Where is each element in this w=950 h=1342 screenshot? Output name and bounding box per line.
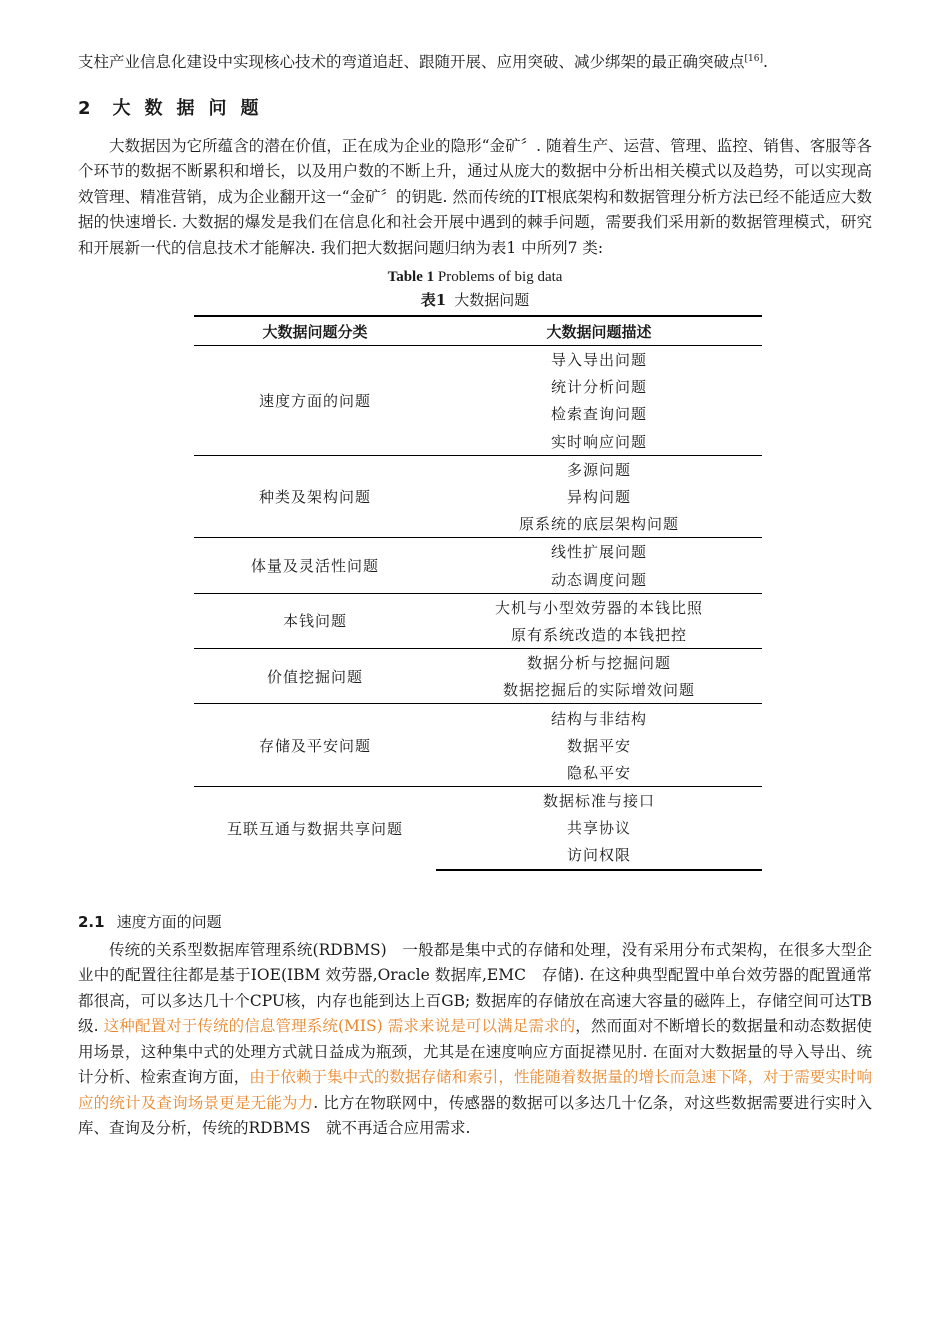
citation-ref[interactable]: [16] bbox=[744, 53, 763, 64]
problem-description-cell: 多源问题 bbox=[436, 455, 762, 483]
table-caption-en bbox=[78, 265, 872, 289]
problem-category-cell: 种类及架构问题 bbox=[194, 455, 436, 538]
table-row bbox=[194, 455, 762, 483]
table-row bbox=[194, 649, 762, 677]
table-title-zh: 大数据问题 bbox=[454, 291, 530, 309]
problem-category-cell: 价值挖掘问题 bbox=[194, 649, 436, 704]
problem-description-cell: 隐私平安 bbox=[566, 763, 631, 782]
problem-category-cell: 体量及灵活性问题 bbox=[194, 538, 436, 593]
speed-text-3: . 比方在物联网中，传感器的数据可以多达几十亿条，对这些数据需要进行实时入库、查询及分析，传统的RDBMS 就不再适合应用需求. bbox=[78, 1093, 872, 1138]
table-row bbox=[194, 704, 762, 732]
section-heading bbox=[78, 94, 872, 120]
problem-category-cell: 存储及平安问题 bbox=[194, 704, 436, 787]
problem-description-cell: 线性扩展问题 bbox=[436, 538, 762, 566]
problem-description-cell: 结构与非结构 bbox=[436, 704, 762, 732]
highlight-text-2: 由于依赖于集中式的数据存储和索引，性能随着数据量的增长而急速下降，对于需要实时响应的统计及查询场景更是无能为力 bbox=[78, 1068, 872, 1112]
intro-line bbox=[78, 50, 872, 76]
table-label-en: Table 1 bbox=[387, 269, 435, 285]
table-row bbox=[194, 538, 762, 566]
problem-description-cell: 实时响应问题 bbox=[550, 432, 647, 451]
problem-category-cell: 互联互通与数据共享问题 bbox=[194, 787, 436, 870]
intro-end: . bbox=[763, 53, 768, 71]
problem-description-cell: 统计分析问题 bbox=[550, 378, 647, 397]
problem-description-cell: 检索查询问题 bbox=[550, 405, 647, 424]
table-title-en: Problems of big data bbox=[437, 269, 563, 285]
problem-description-cell: 动态调度问题 bbox=[550, 570, 647, 589]
header-category: 大数据问题分类 bbox=[194, 316, 436, 346]
paper-page bbox=[78, 50, 888, 1142]
problem-description-cell: 异构问题 bbox=[566, 488, 631, 507]
problem-description-cell: 共享协议 bbox=[566, 819, 631, 838]
paragraph-speed bbox=[78, 938, 888, 1142]
problem-description-cell: 大机与小型效劳器的本钱比照 bbox=[436, 593, 762, 621]
problem-category-cell: 速度方面的问题 bbox=[258, 391, 371, 410]
problem-description-cell: 原系统的底层架构问题 bbox=[518, 515, 679, 534]
subsection-heading bbox=[78, 911, 872, 932]
problem-description-cell: 数据标准与接口 bbox=[436, 787, 762, 815]
subsection-number: 2.1 bbox=[78, 912, 105, 931]
table-body bbox=[194, 346, 762, 870]
section-number: 2 bbox=[78, 97, 93, 119]
subsection-title: 速度方面的问题 bbox=[116, 912, 222, 931]
table-row bbox=[194, 593, 762, 621]
header-description: 大数据问题描述 bbox=[436, 316, 762, 346]
paragraph-big-data: 大数据因为它所蕴含的潜在价值，正在成为企业的隐形“金矿〞. 随着生产、运营、管理、监控、销售、客服等各个环节的数据不断累积和增长，以及用户数的不断上升，通过从庞大的数据中分析出相关模式以及趋势，可以实现高效管理、精准营销，成为企业翻开这一“金矿〞的钥匙. 然而传统的IT根底架构和数据管理分析方法已经不能适应大数据的快速增长. 大数据的爆发是我们在信息化和社会开展中遇到的棘手问题，需要我们采用新的数据管理模式，研究和开展新一代的信息技术才能解决. 我们把大数据问题归纳为表1 中所列7 类: bbox=[78, 136, 872, 257]
table-row bbox=[194, 787, 762, 815]
problem-category-cell: 本钱问题 bbox=[194, 593, 436, 648]
big-data-problems-table bbox=[194, 315, 762, 871]
table-header-row bbox=[194, 316, 762, 346]
intro-text: 支柱产业信息化建设中实现核心技术的弯道追赶、跟随开展、应用突破、减少绑架的最正确突破点 bbox=[78, 53, 745, 71]
table-label-zh: 表1 bbox=[420, 291, 447, 309]
problem-description-cell: 数据挖掘后的实际增效问题 bbox=[502, 681, 695, 700]
problem-description-cell: 导入导出问题 bbox=[550, 351, 647, 370]
section-title: 大数据问题 bbox=[112, 97, 273, 119]
highlight-text-1: 这种配置对于传统的信息管理系统(MIS) 需求来说是可以满足需求的 bbox=[103, 1017, 576, 1036]
problem-description-cell: 访问权限 bbox=[436, 841, 762, 869]
problem-description-cell: 数据分析与挖掘问题 bbox=[436, 649, 762, 677]
problem-description-cell: 原有系统改造的本钱把控 bbox=[510, 625, 687, 644]
speed-text-1: 传统的关系型数据库管理系统(RDBMS) 一般都是集中式的存储和处理，没有采用分布式架构，在很多大型企业中的配置往往都是基于IOE(IBM 效劳器,Oracle 数据库,EMC 存储). 在这种典型配置中单台效劳器的配置通常都很高，可以多达几十个CPU核，内存也能到达上百GB; 数据库的存储放在高速大容量的磁阵上，存储空间可达TB 级. bbox=[78, 940, 888, 1036]
problem-description-cell: 数据平安 bbox=[566, 736, 631, 755]
speed-text-2: ，然而面对不断增长的数据量和动态数据使用场景，这种集中式的处理方式就日益成为瓶颈，尤其是在速度响应方面捉襟见肘. 在面对大数据量的导入导出、统计分析、检索查询方面， bbox=[78, 1017, 872, 1087]
table-row bbox=[194, 346, 762, 374]
table-caption-zh bbox=[78, 289, 872, 311]
